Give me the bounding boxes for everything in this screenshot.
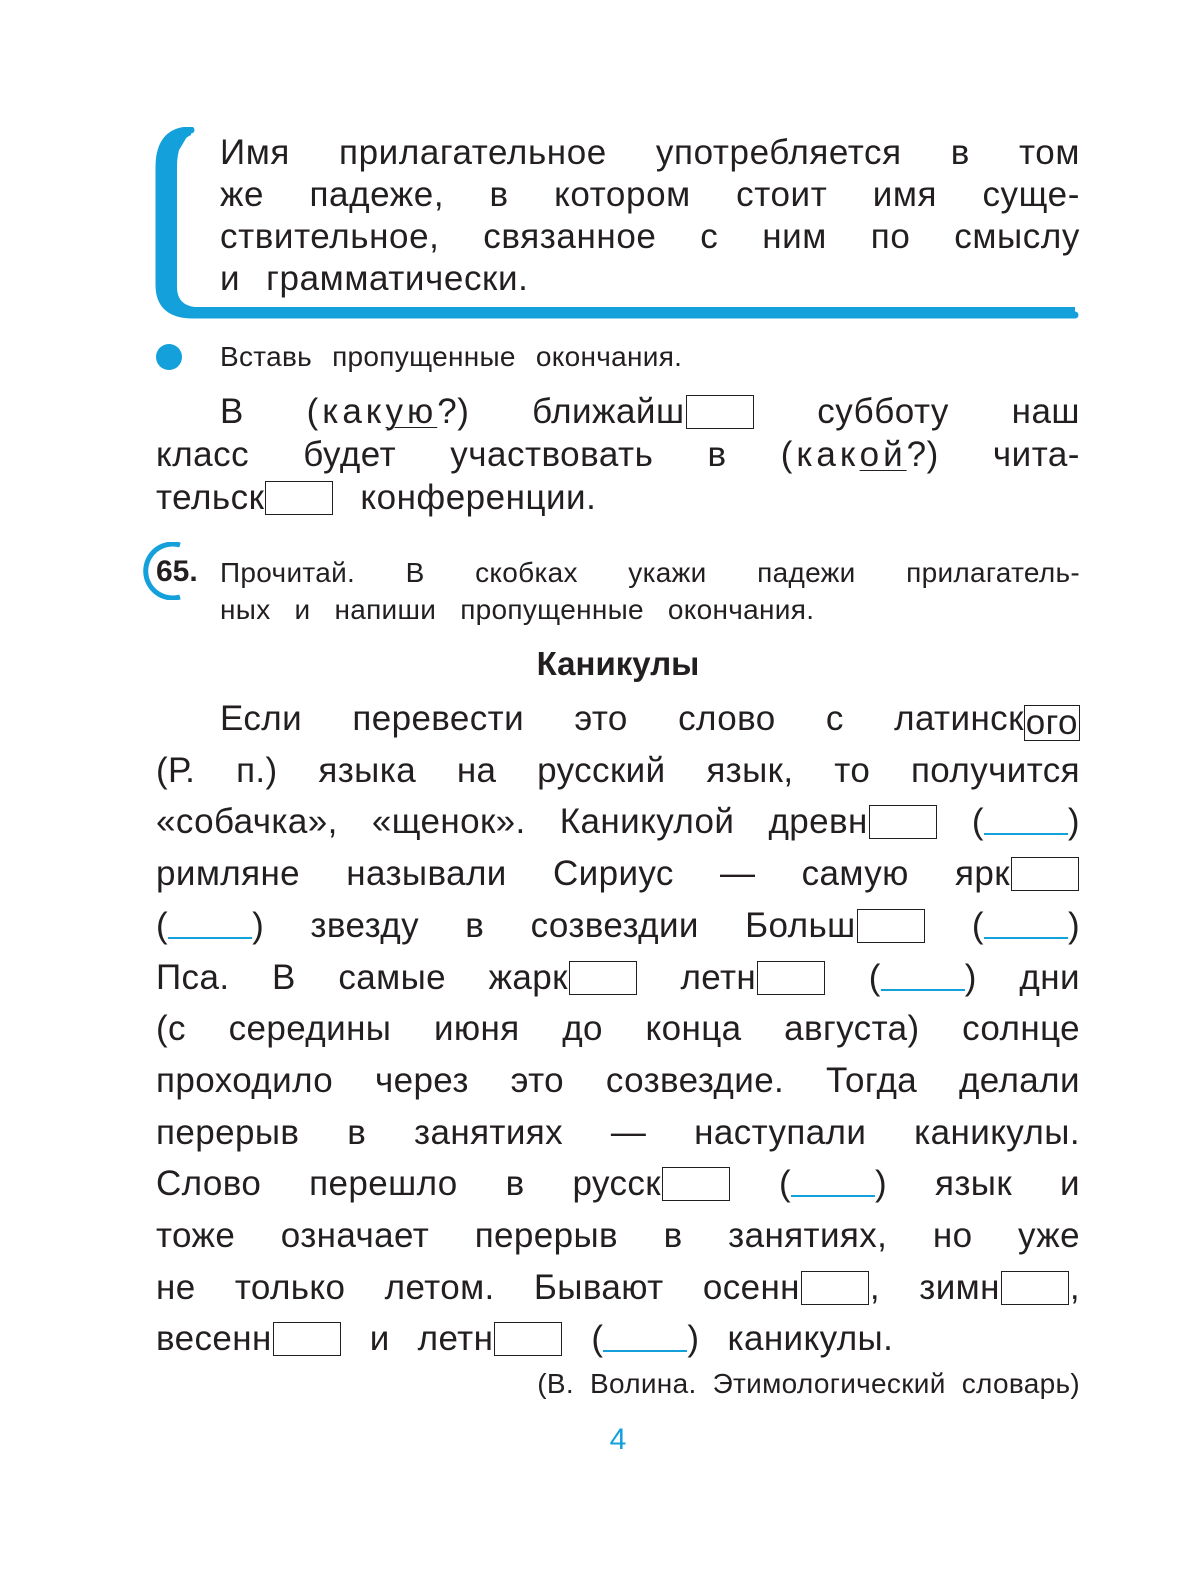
- word: до: [562, 1009, 603, 1049]
- word: участвовать: [450, 435, 654, 474]
- rule-word: том: [1019, 133, 1080, 172]
- paren: (: [971, 802, 984, 842]
- case-slot: [591, 1313, 699, 1365]
- word-with-blank: [955, 848, 1080, 900]
- paren: (: [591, 1319, 604, 1359]
- exercise-instruction: Вставь пропущенные окончания.: [220, 341, 683, 372]
- ending-blank[interactable]: [569, 961, 637, 995]
- rule-word: грамматически.: [266, 259, 529, 298]
- task-word: ных: [220, 594, 271, 625]
- ending-blank[interactable]: [494, 1322, 562, 1356]
- word: слово: [678, 699, 776, 738]
- ending-blank[interactable]: [273, 1322, 341, 1356]
- rule-word: в: [950, 133, 970, 172]
- word: то: [834, 750, 871, 790]
- underlined-ending: ой: [859, 435, 907, 474]
- word-with-blank: [768, 796, 937, 848]
- question-mark: ?): [437, 392, 470, 431]
- word: Если: [220, 699, 303, 738]
- word: дни: [1019, 957, 1080, 997]
- word: В: [220, 392, 244, 431]
- rule-line: [220, 258, 1080, 300]
- word: конференции.: [360, 478, 597, 517]
- word-with-blank: [156, 1313, 342, 1365]
- case-blank[interactable]: [603, 1324, 687, 1352]
- word-stem: латинск: [894, 699, 1024, 738]
- task-word: В: [405, 557, 425, 588]
- underlined-ending: ую: [385, 392, 438, 431]
- word-stem: Больш: [745, 905, 856, 945]
- word: наступали: [694, 1112, 867, 1152]
- word-with-ending: [894, 693, 1080, 745]
- case-slot: [972, 796, 1080, 848]
- case-slot: [869, 952, 977, 1004]
- task-line: [220, 591, 1080, 628]
- word-stem: летн: [417, 1319, 494, 1359]
- task-word: окончания.: [667, 594, 815, 625]
- rule-word: в: [489, 175, 509, 214]
- word-with-blank: [418, 1313, 564, 1365]
- rule-line: [220, 216, 1080, 258]
- word: созвездие.: [605, 1060, 785, 1100]
- word: в: [347, 1112, 367, 1152]
- paren: (: [778, 1164, 791, 1204]
- source-citation: (В. Волина. Этимологический словарь): [537, 1368, 1080, 1399]
- word-with-blank: [532, 390, 754, 433]
- word: только: [234, 1267, 346, 1307]
- case-blank[interactable]: [168, 911, 252, 939]
- rule-word: же: [220, 175, 265, 214]
- word: августа): [784, 1009, 920, 1049]
- word-with-blank: [156, 476, 334, 519]
- ending-blank[interactable]: [869, 805, 937, 839]
- text-title: Каникулы: [536, 645, 700, 682]
- word: и: [1059, 1164, 1080, 1204]
- rule-word: стоит: [736, 175, 828, 214]
- word-with-blank: [919, 1262, 1080, 1314]
- word: перерыв: [474, 1216, 619, 1256]
- rule-word: связанное: [483, 217, 657, 256]
- word-stem: осенн: [702, 1267, 800, 1307]
- word-with-blank: [489, 952, 638, 1004]
- word: Слово: [156, 1164, 262, 1204]
- word: через: [374, 1060, 469, 1100]
- word: на: [456, 750, 497, 790]
- paren: ): [1067, 905, 1080, 945]
- rule-line: [220, 174, 1080, 216]
- word: чита-: [992, 435, 1080, 474]
- ending-blank[interactable]: [265, 481, 333, 515]
- word: занятиях,: [728, 1216, 888, 1256]
- rule-line: [220, 132, 1080, 174]
- paren: (: [971, 905, 984, 945]
- page-number: 4: [609, 1423, 627, 1456]
- word: каникулы.: [727, 1319, 894, 1359]
- word: это: [574, 699, 628, 738]
- word: перешло: [309, 1164, 458, 1204]
- rule-word: суще-: [982, 175, 1080, 214]
- word: субботу: [817, 392, 949, 431]
- ending-blank[interactable]: [801, 1271, 869, 1305]
- case-blank[interactable]: [984, 807, 1068, 835]
- word: означает: [280, 1216, 430, 1256]
- text-line: [156, 1003, 1080, 1055]
- task-word: Прочитай.: [220, 557, 356, 588]
- word: наш: [1011, 392, 1080, 431]
- rule-word: ствительное,: [220, 217, 440, 256]
- task-word: пропущенные: [460, 594, 644, 625]
- word: середины: [228, 1009, 392, 1049]
- word: получится: [910, 750, 1080, 790]
- paren: (: [868, 957, 881, 997]
- task-word: напиши: [334, 594, 437, 625]
- text-line: [156, 1158, 1080, 1210]
- word-stem: древн: [768, 802, 868, 842]
- word: солнце: [962, 1009, 1080, 1049]
- paren: (: [156, 905, 169, 945]
- case-slot: [972, 900, 1080, 952]
- word: языка: [318, 750, 417, 790]
- rule-word: падеже,: [309, 175, 445, 214]
- word: (Р.: [156, 750, 196, 790]
- ending-blank[interactable]: [757, 961, 825, 995]
- word: в: [663, 1216, 683, 1256]
- word: В: [272, 957, 296, 997]
- word: делали: [958, 1060, 1080, 1100]
- word-stem: жарк: [488, 957, 568, 997]
- word-stem: тельск: [156, 478, 265, 517]
- word: язык,: [706, 750, 794, 790]
- task-word: укажи: [628, 557, 707, 588]
- word: летом.: [384, 1267, 495, 1307]
- word: называли: [346, 854, 507, 894]
- task-instruction: [220, 554, 1080, 628]
- word: это: [510, 1060, 565, 1100]
- word: «щенок».: [371, 802, 526, 842]
- word: проходило: [156, 1060, 334, 1100]
- word-with-blank: [573, 1158, 732, 1210]
- rule-word: ним: [762, 217, 827, 256]
- case-blank[interactable]: [881, 963, 965, 991]
- word: уже: [1018, 1216, 1080, 1256]
- word: и: [369, 1319, 390, 1359]
- task-line: [220, 554, 1080, 591]
- ending-blank[interactable]: [662, 1167, 730, 1201]
- task-number: 65.: [156, 555, 198, 588]
- word: перевести: [352, 699, 525, 738]
- rule-word: по: [870, 217, 911, 256]
- word: тоже: [156, 1216, 236, 1256]
- task-word: прилагатель-: [906, 557, 1080, 588]
- rule-text: [220, 132, 1080, 300]
- text-line: [156, 1262, 1080, 1314]
- case-blank[interactable]: [984, 911, 1068, 939]
- word-stem: ярк: [955, 854, 1010, 894]
- ending-blank[interactable]: [1001, 1271, 1069, 1305]
- comma: ,: [1069, 1267, 1080, 1307]
- word: Пса.: [156, 957, 230, 997]
- word-stem: зимн: [919, 1267, 1000, 1307]
- text-line: [156, 745, 1080, 797]
- rule-word: употребляется: [655, 133, 902, 172]
- exercise-line: [156, 390, 1080, 433]
- word: Каникулой: [559, 802, 735, 842]
- word: русский: [537, 750, 666, 790]
- word: Сириус: [552, 854, 674, 894]
- word: не: [156, 1267, 196, 1307]
- case-slot: [779, 1158, 887, 1210]
- text-line: [156, 1313, 1080, 1365]
- word-stem: летн: [680, 957, 757, 997]
- exercise-line: [156, 476, 1080, 519]
- word-stem: русск: [572, 1164, 662, 1204]
- word: с: [825, 699, 844, 738]
- ending-blank[interactable]: [857, 909, 925, 943]
- text-line: [156, 900, 1080, 952]
- word: будет: [303, 435, 397, 474]
- text-line: [156, 1055, 1080, 1107]
- word: п.): [236, 750, 278, 790]
- case-blank[interactable]: [791, 1169, 875, 1197]
- paren: ): [964, 957, 977, 997]
- ending-blank[interactable]: [686, 395, 754, 429]
- question-word: (какую: [306, 392, 438, 431]
- text-line: [156, 693, 1080, 745]
- rule-word: и: [220, 259, 241, 298]
- word: но: [932, 1216, 973, 1256]
- paren: ): [1067, 802, 1080, 842]
- word: перерыв: [156, 1112, 300, 1152]
- sample-ending: ого: [1025, 703, 1078, 742]
- word: «собачка»,: [156, 802, 338, 842]
- word-stem: ближайш: [532, 392, 685, 431]
- rule-word: котором: [554, 175, 691, 214]
- word: —: [610, 1112, 647, 1152]
- comma: ,: [869, 1267, 881, 1307]
- question-word: (какой: [780, 435, 907, 474]
- bullet-icon: [156, 344, 182, 370]
- word: язык: [934, 1164, 1013, 1204]
- paren: ): [252, 905, 265, 945]
- question-hint: [781, 433, 939, 476]
- word: июня: [433, 1009, 520, 1049]
- question-hint: [307, 390, 470, 433]
- word: класс: [156, 435, 250, 474]
- rule-word: Имя: [220, 133, 290, 172]
- word: конца: [645, 1009, 742, 1049]
- word-stem: весенн: [156, 1319, 272, 1359]
- word: в: [707, 435, 727, 474]
- text-line: [156, 848, 1080, 900]
- text-line: [156, 1107, 1080, 1159]
- text-line: [156, 796, 1080, 848]
- text-line: [156, 1210, 1080, 1262]
- rule-word: с: [700, 217, 719, 256]
- word: Бывают: [533, 1267, 664, 1307]
- word: —: [720, 854, 756, 894]
- paren: ): [687, 1319, 700, 1359]
- word: в: [505, 1164, 525, 1204]
- word: занятиях: [414, 1112, 564, 1152]
- rule-word: смыслу: [954, 217, 1080, 256]
- main-text: [156, 693, 1080, 1365]
- word-with-blank: [703, 1262, 880, 1314]
- text-line: [156, 952, 1080, 1004]
- word: римляне: [156, 854, 301, 894]
- exercise-line: [156, 433, 1080, 476]
- paren: ): [875, 1164, 888, 1204]
- ending-blank[interactable]: [1011, 857, 1079, 891]
- word: самые: [338, 957, 447, 997]
- rule-word: прилагательное: [339, 133, 607, 172]
- word: каникулы.: [914, 1112, 1080, 1152]
- word: созвездии: [530, 905, 699, 945]
- task-word: и: [294, 594, 311, 625]
- word: Тогда: [825, 1060, 918, 1100]
- task-word: скобках: [475, 557, 578, 588]
- task-word: падежи: [757, 557, 856, 588]
- question-mark: ?): [906, 435, 939, 474]
- word-with-blank: [680, 952, 826, 1004]
- word: в: [465, 905, 485, 945]
- case-slot: [156, 900, 264, 952]
- word: самую: [801, 854, 909, 894]
- word: (с: [156, 1009, 186, 1049]
- intro-exercise-text: [156, 390, 1080, 519]
- word: звезду: [310, 905, 419, 945]
- rule-word: имя: [872, 175, 938, 214]
- word-with-blank: [745, 900, 925, 952]
